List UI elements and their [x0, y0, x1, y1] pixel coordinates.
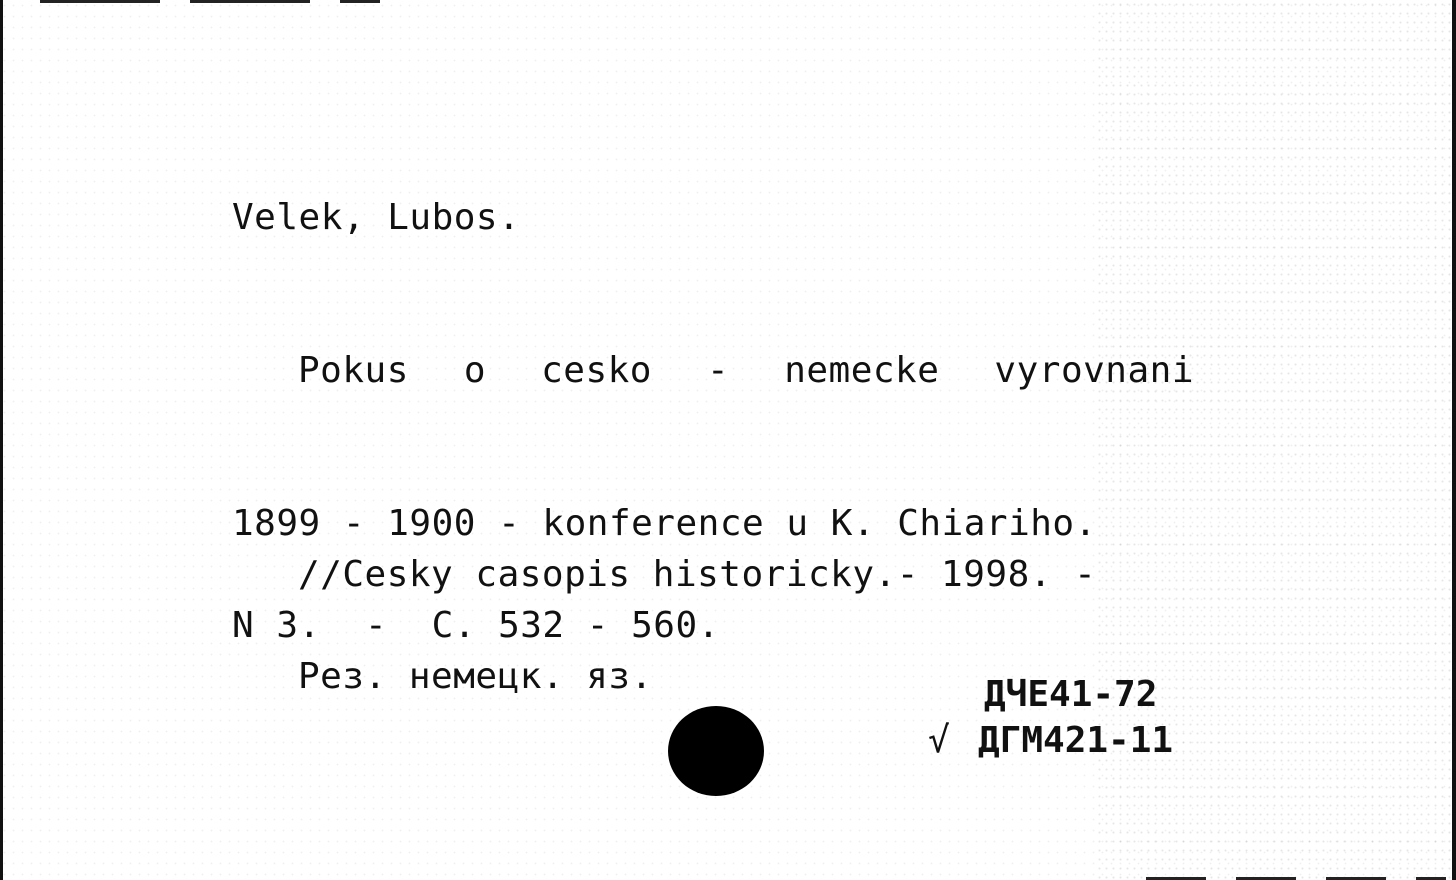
call-number-second-row — [928, 718, 1173, 764]
source-line-1: //Cesky casopis historicky.- 1998. - — [298, 554, 1097, 595]
author-name: Velek, Lubos. — [232, 197, 521, 238]
source-line-2: N 3. - C. 532 - 560. — [232, 605, 720, 646]
call-numbers — [928, 672, 1173, 764]
title-word: o — [463, 350, 487, 391]
card-left-edge — [0, 0, 3, 880]
title-line-1-words — [298, 345, 1194, 396]
title-line-1 — [232, 243, 1212, 498]
card-right-edge — [1452, 0, 1456, 880]
punch-hole — [668, 706, 764, 796]
call-number-second: ДГМ421-11 — [978, 720, 1174, 761]
title-line-2: 1899 - 1900 - konference u K. Chiariho. — [232, 503, 1097, 544]
title-word: Pokus — [298, 350, 409, 391]
title-word: nemecke — [784, 350, 940, 391]
card-top-edge-mark — [40, 0, 380, 3]
title-word: cesko — [541, 350, 652, 391]
call-number-first: ДЧЕ41-72 — [984, 674, 1158, 715]
check-mark-icon: √ — [928, 720, 950, 761]
title-word: vyrovnani — [994, 350, 1194, 391]
summary-note: Рез. немецк. яз. — [298, 656, 653, 697]
bibliographic-entry — [232, 192, 1212, 702]
title-word: - — [706, 350, 730, 391]
